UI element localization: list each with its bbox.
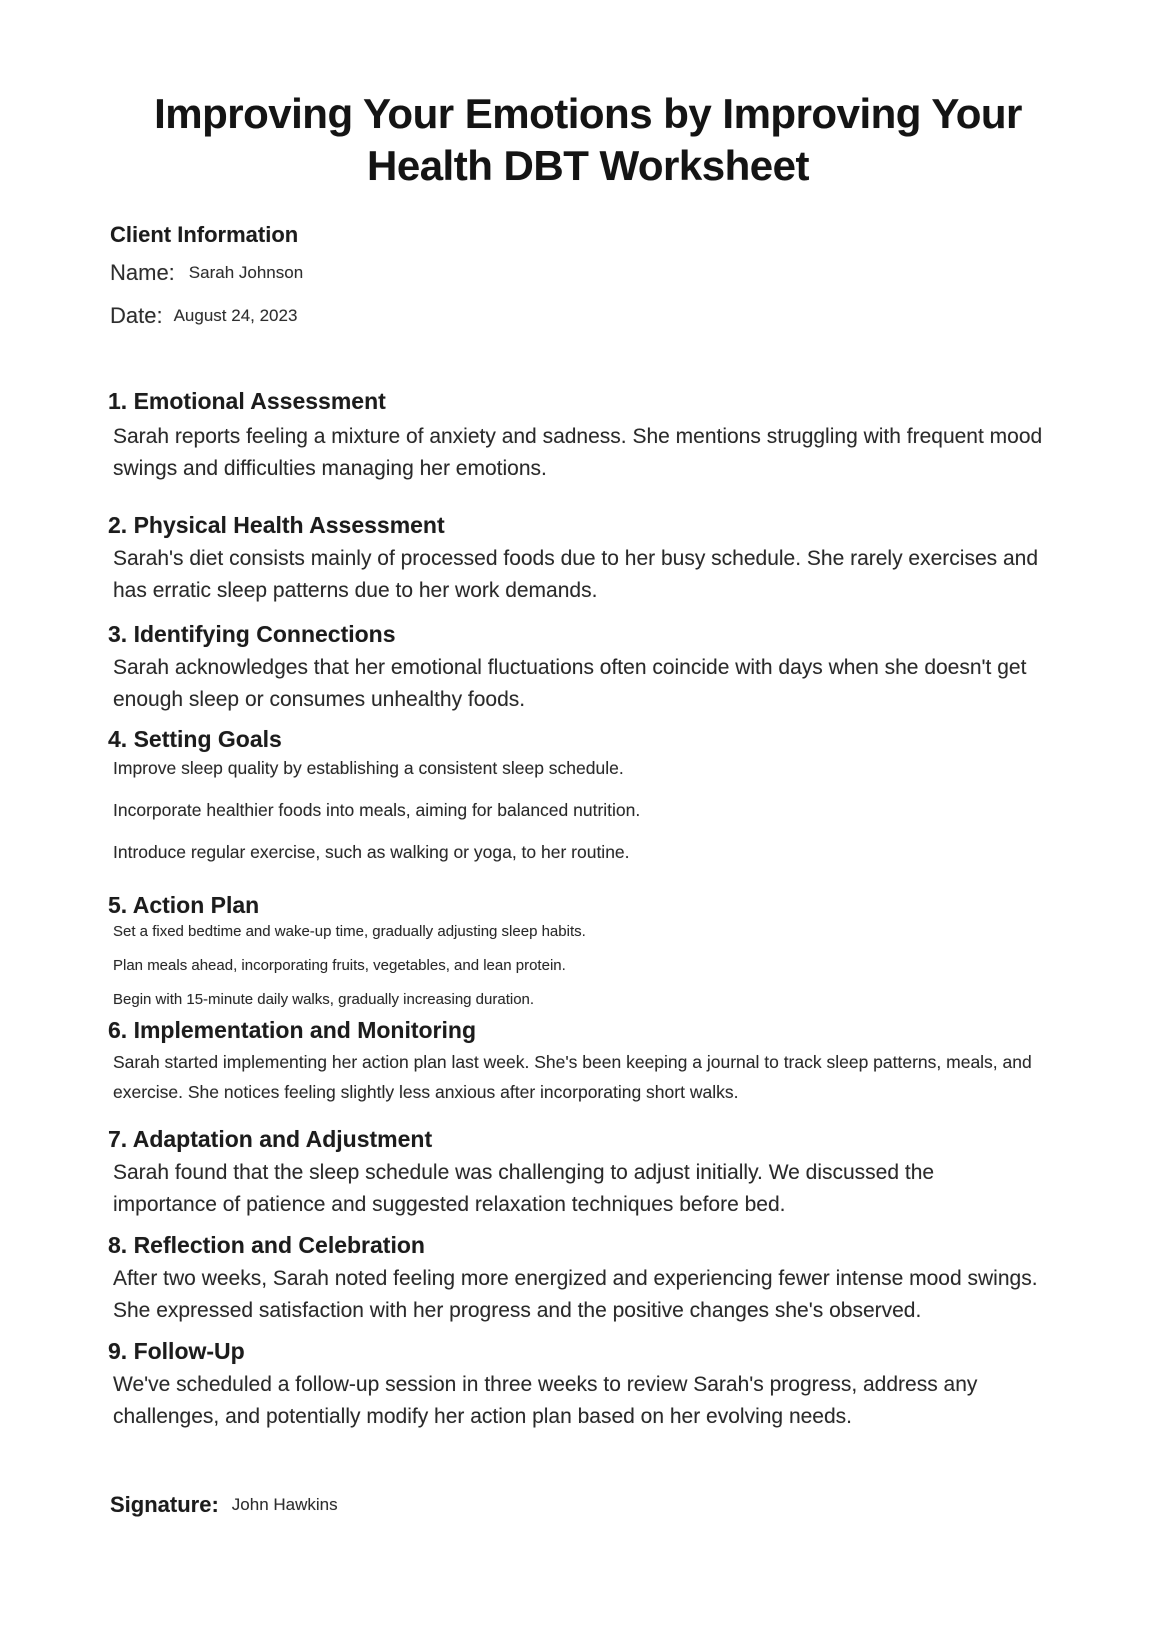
section-implementation-and-monitoring (108, 1017, 1088, 1107)
section-paragraph: Sarah acknowledges that her emotional fluctuations often coincide with days when she doesn't get enough sleep or consumes unhealthy foods. (113, 656, 1027, 711)
client-name-row (110, 260, 303, 286)
section-paragraph: Sarah started implementing her action plan last week. She's been keeping a journal to track sleep patterns, meals, and exercise. She notices feeling slightly less anxious after incorporating short walks. (113, 1052, 1032, 1102)
action-item: Plan meals ahead, incorporating fruits, vegetables, and lean protein. (113, 957, 566, 974)
section-adaptation-and-adjustment (108, 1126, 1088, 1221)
goal-item: Incorporate healthier foods into meals, aiming for balanced nutrition. (113, 800, 641, 820)
goal-item: Introduce regular exercise, such as walking or yoga, to her routine. (113, 842, 630, 862)
client-date-row (110, 303, 297, 329)
section-heading: 9. Follow-Up (108, 1338, 245, 1364)
date-label: Date: (110, 303, 163, 328)
section-follow-up (108, 1338, 1088, 1433)
action-item: Begin with 15-minute daily walks, gradually increasing duration. (113, 991, 535, 1008)
page-title: Improving Your Emotions by Improving Your Health DBT Worksheet (154, 90, 1022, 189)
section-paragraph: Sarah's diet consists mainly of processed foods due to her busy schedule. She rarely exercises and has erratic sleep patterns due to her work demands. (113, 547, 1039, 602)
section-heading: 3. Identifying Connections (108, 621, 396, 647)
section-heading: 2. Physical Health Assessment (108, 512, 445, 538)
section-action-plan (108, 892, 1088, 1009)
section-heading: 1. Emotional Assessment (108, 388, 386, 414)
section-reflection-and-celebration (108, 1232, 1088, 1327)
section-paragraph: Sarah found that the sleep schedule was challenging to adjust initially. We discussed the importance of patience and suggested relaxation techniques before bed. (113, 1161, 935, 1216)
section-identifying-connections (108, 621, 1088, 716)
document-header (0, 88, 1176, 192)
section-paragraph: Sarah reports feeling a mixture of anxiety and sadness. She mentions struggling with frequent mood swings and difficulties managing her emotions. (113, 425, 1043, 480)
section-setting-goals (108, 726, 1088, 863)
section-heading: 4. Setting Goals (108, 726, 282, 752)
section-emotional-assessment (108, 388, 1088, 485)
section-paragraph: We've scheduled a follow-up session in three weeks to review Sarah's progress, address any challenges, and potentially modify her action plan based on her evolving needs. (113, 1373, 978, 1428)
section-paragraph: After two weeks, Sarah noted feeling more energized and experiencing fewer intense mood swings. She expressed satisfaction with her progress and the positive changes she's observed. (113, 1267, 1038, 1322)
name-label: Name: (110, 260, 175, 285)
name-value: Sarah Johnson (188, 263, 304, 282)
section-heading: 7. Adaptation and Adjustment (108, 1126, 433, 1152)
section-heading: 6. Implementation and Monitoring (108, 1017, 476, 1043)
client-info-heading: Client Information (110, 222, 299, 247)
signature-value: John Hawkins (231, 1495, 338, 1514)
date-value: August 24, 2023 (173, 306, 298, 325)
section-heading: 5. Action Plan (108, 892, 260, 918)
signature-row (110, 1492, 338, 1518)
goal-item: Improve sleep quality by establishing a consistent sleep schedule. (113, 758, 624, 778)
section-physical-health-assessment (108, 512, 1088, 607)
action-item: Set a fixed bedtime and wake-up time, gradually adjusting sleep habits. (113, 923, 586, 940)
signature-label: Signature: (110, 1492, 219, 1517)
section-heading: 8. Reflection and Celebration (108, 1232, 425, 1258)
